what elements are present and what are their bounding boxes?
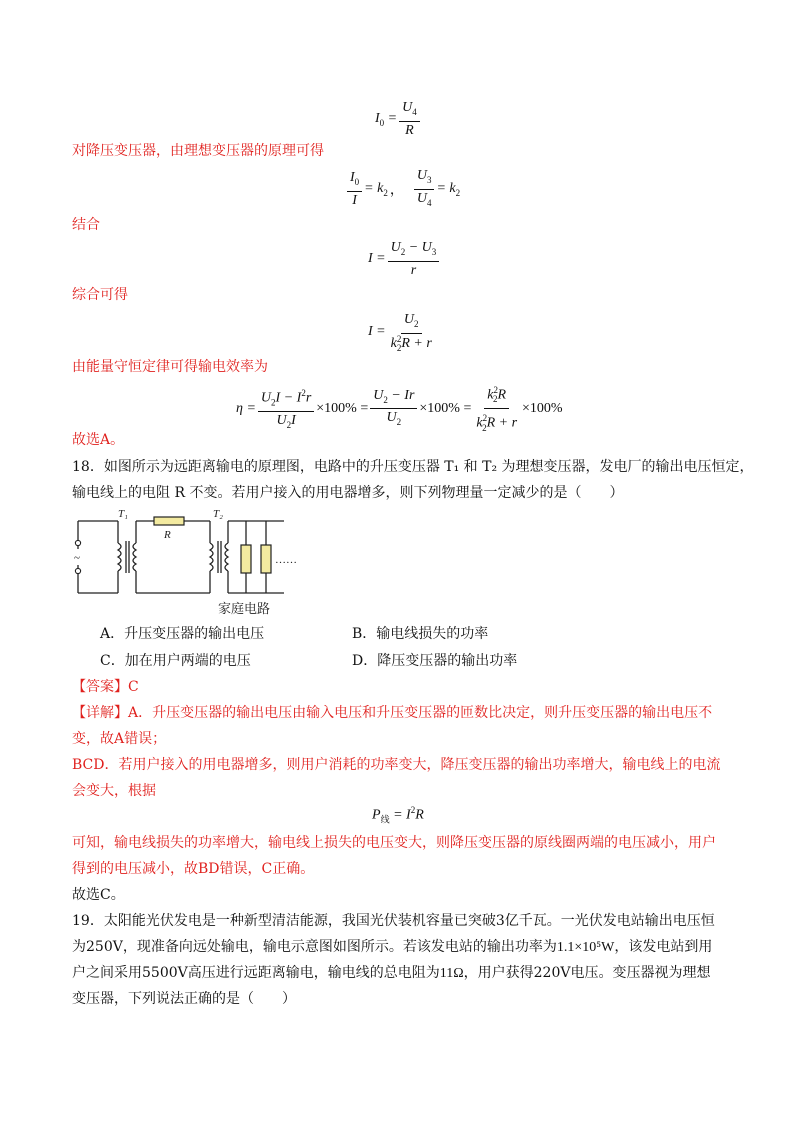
formula-ratio: $\frac{I_0}{I}$ = $k_2$ ， $\frac{U_3}{U_4}$ = $k_2$ xyxy=(345,168,460,211)
label-r: R xyxy=(164,529,171,541)
text-step-4: 由能量守恒定律可得输电效率为 xyxy=(72,359,268,375)
load-1 xyxy=(241,545,251,573)
question-19-line-3 xyxy=(72,963,710,984)
text-select-c: 故选C。 xyxy=(72,887,125,903)
question-19-line-2b: ，该发电站到用 xyxy=(614,939,713,955)
explanation-line-6: 得到的电压减小，故BD错误，C正确。 xyxy=(72,861,315,877)
load-2 xyxy=(261,545,271,573)
text-select-a: 故选A。 xyxy=(72,432,125,448)
text-step-2: 结合 xyxy=(72,217,100,233)
text-step-3: 综合可得 xyxy=(72,287,128,303)
formula-i0: $I_0$ = $\frac{U_4}{R}$ xyxy=(375,100,422,139)
option-a[interactable]: A．升压变压器的输出电压 xyxy=(100,626,265,642)
formula-efficiency: η = $\frac{U_2I - I^2r}{U_2I}$ ×100% = $\frac{U_2 - Ir}{U_2}$ ×100% = $\frac{k^2_2R}{k^2_2R + r}$ ×100% xyxy=(236,382,563,436)
terminal-top xyxy=(75,540,80,545)
question-19-line-2a: 为250V，现准备向远处输电，输电示意图如图所示。若该发电站的输出功率为 xyxy=(72,939,557,955)
question-19-line-3a: 户之间采用5500V高压进行远距离输电，输电线的总电阻为 xyxy=(72,965,440,981)
option-c[interactable]: C．加在用户两端的电压 xyxy=(100,653,251,669)
label-home-circuit: 家庭电路 xyxy=(218,602,271,617)
question-19-line-3b: ，用户获得220V电压。变压器视为理想 xyxy=(463,965,711,981)
explanation-line-3: BCD．若用户接入的用电器增多，则用户消耗的功率变大，降压变压器的输出功率增大，输电线上的电流 xyxy=(72,757,721,773)
power-value: 1.1×10⁵W xyxy=(556,940,615,955)
question-19-line-2 xyxy=(72,937,712,958)
answer-label: 【答案】C xyxy=(72,679,139,695)
option-b[interactable]: B．输电线损失的功率 xyxy=(352,626,489,642)
formula-current-combined: I = $U_2$ k 2 2 R + r xyxy=(368,312,432,353)
question-18-line-1: 18．如图所示为远距离输电的原理图，电路中的升压变压器 T₁ 和 T₂ 为理想变压器，发电厂的输出电压恒定， xyxy=(72,459,754,475)
resistance-value: 11Ω xyxy=(439,966,464,981)
option-d[interactable]: D．降压变压器的输出功率 xyxy=(352,653,518,669)
circuit-diagram xyxy=(70,507,310,619)
formula-line-loss: $P_线 = I^2R$ xyxy=(372,805,424,825)
label-t1: T₁ xyxy=(118,508,128,520)
label-t2: T₂ xyxy=(213,508,223,520)
question-19-line-1: 19．太阳能光伏发电是一种新型清洁能源，我国光伏装机容量已突破3亿千瓦。一光伏发电站输出电压恒 xyxy=(72,913,715,929)
explanation-line-2: 变，故A错误； xyxy=(72,731,167,747)
ac-symbol: ~ xyxy=(74,552,80,564)
explanation-line-1: 【详解】A．升压变压器的输出电压由输入电压和升压变压器的匝数比决定，则升压变压器的输出电压不 xyxy=(72,705,713,721)
question-18-line-2: 输电线上的电阻 R 不变。若用户接入的用电器增多，则下列物理量一定减少的是（ ） xyxy=(72,485,624,501)
formula-current: I = $\frac{U_2 - U_3}{r}$ xyxy=(368,240,441,279)
question-19-line-4: 变压器，下列说法正确的是（ ） xyxy=(72,991,296,1007)
explanation-line-4: 会变大，根据 xyxy=(72,783,156,799)
text-step-1: 对降压变压器，由理想变压器的原理可得 xyxy=(72,143,324,159)
terminal-bottom xyxy=(75,568,80,573)
explanation-line-5: 可知，输电线损失的功率增大，输电线上损失的电压变大，则降压变压器的原线圈两端的电压减小，用户 xyxy=(72,835,716,851)
label-dots: …… xyxy=(275,554,297,566)
resistor-symbol xyxy=(154,517,184,525)
